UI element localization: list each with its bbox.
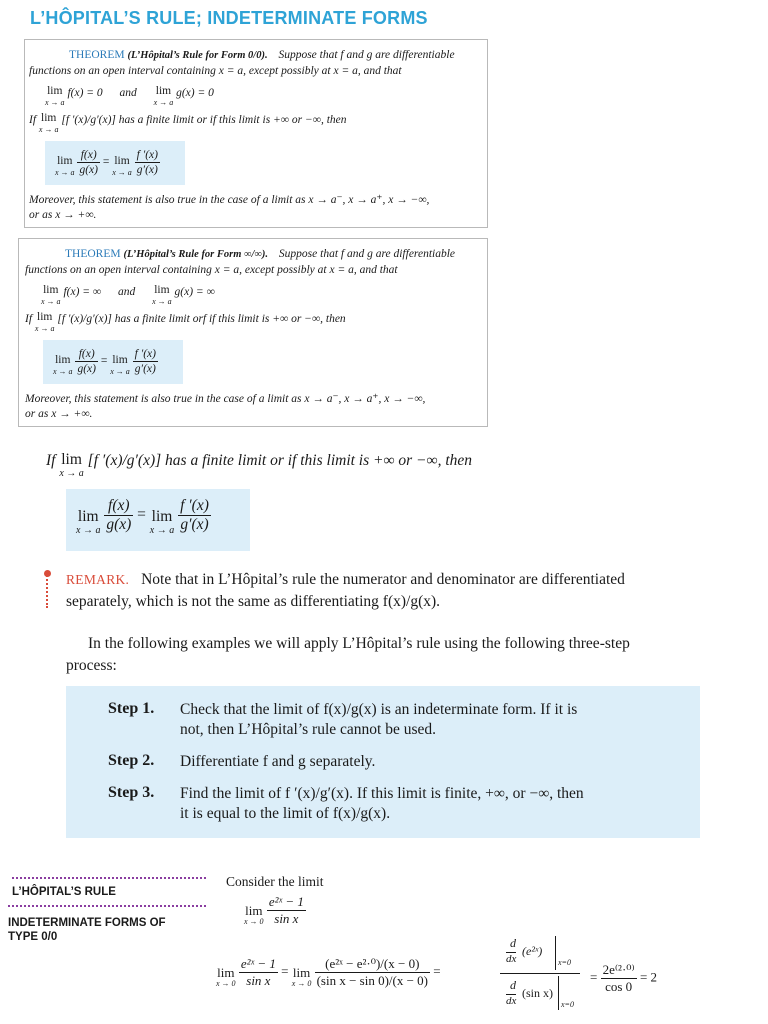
lim-label: lim	[154, 284, 170, 296]
e2x-term: (e²ˣ)	[522, 944, 543, 958]
lim-sub: x → a	[112, 167, 132, 177]
equals: =	[102, 156, 110, 169]
theorem2-conditions	[41, 285, 215, 306]
remark-line1: Note that in L’Hôpital’s rule the numerator and denominator are differentiated	[141, 571, 625, 588]
lim-label: lim	[57, 155, 73, 167]
lim-label: lim	[55, 354, 71, 366]
theorem2-line1: Suppose that f and g are differentiable	[278, 248, 456, 260]
remark-dot-icon	[44, 570, 51, 577]
lim-label: lim	[41, 112, 57, 124]
theorem2-formula-box	[43, 340, 183, 384]
lim-label: lim	[217, 965, 235, 980]
lim-sub: x → a	[59, 467, 84, 479]
lim-label: lim	[245, 903, 263, 918]
equals: =	[100, 355, 108, 368]
frac-den: g(x)	[77, 363, 96, 375]
d-symbol: d	[510, 978, 516, 992]
theorem1-formula-box	[45, 141, 185, 185]
intro-line2: process:	[66, 657, 117, 674]
example-derivation	[216, 956, 441, 989]
theorem-box-inf-over-inf	[18, 238, 488, 427]
theorem2-if-line	[25, 312, 346, 333]
step-line1: Find the limit of f ′(x)/g′(x). If this limit is finite, +∞, or −∞, then	[180, 785, 584, 802]
frac-num: f ′(x)	[136, 149, 158, 161]
lim-label: lim	[43, 284, 59, 296]
theorem2-name: (L’Hôpital’s Rule for Form ∞/∞).	[123, 249, 269, 260]
dx-symbol: dx	[506, 953, 517, 965]
frac-den: g(x)	[106, 516, 132, 533]
theorem-box-0-over-0	[24, 39, 488, 228]
lim-sub: x → 0	[216, 979, 236, 988]
lim-label: lim	[112, 354, 128, 366]
remark	[66, 569, 716, 591]
eval-bar	[555, 936, 556, 970]
theorem2-label: THEOREM	[65, 248, 121, 260]
big-if-rest: [f ′(x)/g′(x)] has a finite limit or if this limit is +∞ or −∞, then	[87, 452, 473, 469]
lim-sub: x → a	[53, 366, 73, 376]
sidebar-heading-1: L’HÔPITAL’S RULE	[12, 886, 116, 898]
theorem1-if-line	[29, 113, 347, 134]
theorem1-conditions	[45, 86, 214, 107]
theorem1-moreover2: or as x → +∞.	[29, 209, 97, 221]
lim-sub: x → 0	[244, 917, 264, 926]
example-result	[590, 962, 657, 995]
if-word: If	[25, 313, 33, 325]
big-formula-box	[66, 489, 250, 551]
lim-sub: x → a	[149, 524, 175, 536]
if-word: If	[29, 114, 37, 126]
cond-and: and	[119, 87, 137, 99]
frac-den: sin x	[246, 973, 271, 988]
lim-label: lim	[61, 451, 82, 468]
lim-label: lim	[155, 85, 172, 97]
theorem1-if-rest: [f ′(x)/g′(x)] has a finite limit or if this limit is +∞ or −∞, then	[61, 114, 347, 126]
frac-num: (e²ˣ − e²·⁰)/(x − 0)	[315, 956, 430, 973]
theorem2-heading-line	[65, 247, 485, 262]
lim-sub: x → a	[76, 524, 101, 536]
lim-sub: x → a	[45, 97, 65, 107]
frac-num: f(x)	[77, 148, 100, 163]
lim-label: lim	[37, 311, 53, 323]
intro-line1: In the following examples we will apply L’Hôpital’s rule using the following three-step	[88, 635, 630, 652]
example-intro: Consider the limit	[226, 874, 324, 889]
theorem1-line2: functions on an open interval containing x = a, except possibly at x = a, and that	[29, 65, 402, 77]
frac-den: g′(x)	[180, 516, 209, 533]
theorem1-line1: Suppose that f and g are differentiable	[278, 49, 455, 61]
cond-f: f(x) = 0	[67, 87, 103, 99]
sinx-term: (sin x)	[522, 986, 553, 1000]
sidebar-divider	[8, 905, 206, 907]
frac-num: f(x)	[75, 347, 98, 362]
steps-box	[66, 686, 700, 838]
lim-sub: x → a	[152, 296, 172, 306]
sidebar-divider	[12, 877, 206, 879]
eval-point: x=0	[558, 958, 571, 967]
cond-g: g(x) = ∞	[174, 286, 215, 298]
example-limit	[244, 894, 306, 927]
theorem2-moreover2: or as x → +∞.	[25, 408, 93, 420]
theorem1-heading-line	[69, 48, 489, 63]
frac-den: (sin x − sin 0)/(x − 0)	[316, 973, 429, 988]
example-derivative-fraction	[500, 936, 580, 1010]
frac-num: e²ˣ − 1	[268, 894, 304, 909]
result-value: = 2	[639, 969, 658, 985]
equals: =	[137, 506, 146, 524]
big-if-line	[46, 452, 472, 479]
frac-den: g′(x)	[136, 164, 158, 176]
frac-den: g(x)	[79, 164, 98, 176]
lim-label: lim	[114, 155, 130, 167]
frac-den: cos 0	[605, 979, 633, 994]
step-line2: it is equal to the limit of f(x)/g(x).	[180, 805, 391, 822]
d-symbol: d	[510, 936, 516, 950]
frac-num: f ′(x)	[180, 497, 209, 514]
theorem2-if-rest: [f ′(x)/g′(x)] has a finite limit orf if this limit is +∞ or −∞, then	[57, 313, 346, 325]
step-name: Step 1.	[108, 700, 155, 717]
lim-sub: x → a	[38, 124, 59, 134]
remark-label: REMARK.	[66, 572, 130, 587]
frac-num: f ′(x)	[134, 348, 156, 360]
step-line1: Differentiate f and g separately.	[180, 753, 376, 770]
if-word: If	[46, 452, 56, 469]
lim-label: lim	[47, 85, 63, 97]
cond-f: f(x) = ∞	[63, 286, 102, 298]
theorem1-moreover1: Moreover, this statement is also true in the case of a limit as x → a⁻, x → a⁺, x → −∞,	[29, 194, 430, 206]
lim-sub: x → a	[153, 97, 174, 107]
equals: =	[281, 963, 289, 979]
equals: =	[433, 963, 441, 979]
lim-sub: x → a	[110, 366, 130, 376]
eval-point: x=0	[561, 1000, 574, 1009]
theorem1-name: (L’Hôpital’s Rule for Form 0/0).	[127, 50, 268, 61]
lim-sub: x → a	[41, 296, 61, 306]
frac-num: 2e⁽²·⁰⁾	[602, 962, 635, 977]
remark-marker	[46, 572, 51, 608]
frac-num: f(x)	[104, 497, 133, 516]
step-name: Step 2.	[108, 752, 155, 769]
eval-bar	[558, 976, 559, 1010]
frac-den: sin x	[274, 911, 299, 926]
remark-line2: separately, which is not the same as differentiating f(x)/g(x).	[66, 593, 441, 610]
theorem2-line2: functions on an open interval containing x = a, except possibly at x = a, and that	[25, 264, 398, 276]
sidebar-heading-2: INDETERMINATE FORMS OF TYPE 0/0	[8, 917, 166, 943]
equals: =	[590, 969, 598, 985]
page-title: L’HÔPITAL’S RULE; INDETERMINATE FORMS	[30, 8, 428, 28]
step-line2: not, then L’Hôpital’s rule cannot be used.	[180, 721, 436, 738]
frac-den: g′(x)	[134, 363, 156, 375]
lim-label: lim	[77, 508, 99, 525]
theorem2-moreover1: Moreover, this statement is also true in the case of a limit as x → a⁻, x → a⁺, x → −∞,	[25, 393, 426, 405]
frac-num: e²ˣ − 1	[240, 956, 276, 971]
cond-g: g(x) = 0	[176, 87, 214, 99]
lim-label: lim	[292, 965, 311, 980]
theorem1-label: THEOREM	[69, 49, 125, 61]
step-line1: Check that the limit of f(x)/g(x) is an indeterminate form. If it is	[180, 701, 578, 718]
lim-sub: x → a	[34, 323, 55, 333]
lim-label: lim	[151, 508, 173, 525]
lim-sub: x → 0	[291, 979, 312, 988]
cond-and: and	[117, 286, 136, 298]
step-name: Step 3.	[108, 784, 155, 801]
lim-sub: x → a	[55, 167, 75, 177]
dx-symbol: dx	[506, 995, 517, 1007]
